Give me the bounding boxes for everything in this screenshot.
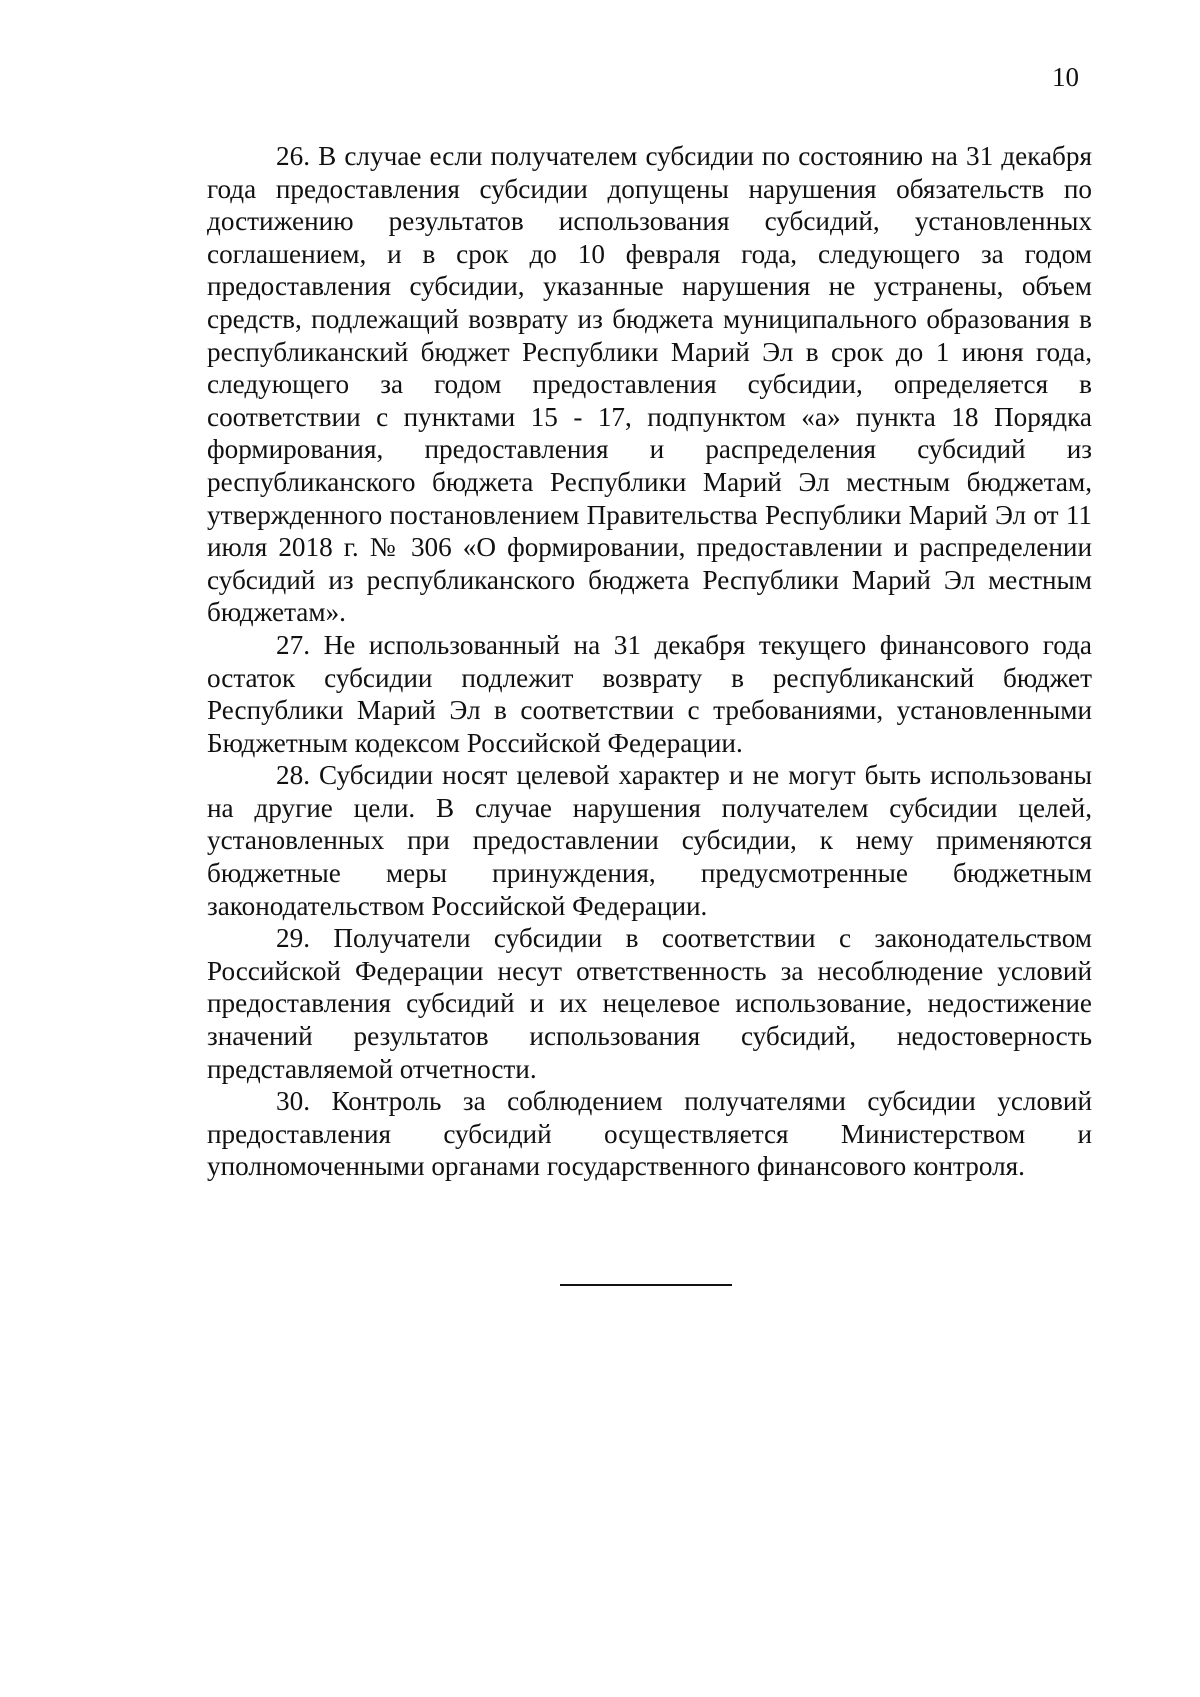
paragraph-30: 30. Контроль за соблюдением получателями субсидии условий предоставления субсидий осуществляется Министерством и уполномоченными органами государственного финансового контроля.	[207, 1086, 1092, 1182]
paragraph-29: 29. Получатели субсидии в соответствии с законодательством Российской Федерации несут ответственность за несоблюдение условий предоставления субсидий и их нецелевое использование, недостижение значений результатов использования субсидий, недостоверность представляемой отчетности.	[207, 923, 1092, 1084]
document-body	[207, 140, 1092, 1183]
page-number: 10	[1052, 62, 1079, 92]
paragraph-27: 27. Не использованный на 31 декабря текущего финансового года остаток субсидии подлежит возврату в республиканский бюджет Республики Марий Эл в соответствии с требованиями, установленными Бюджетным кодексом Российской Федерации.	[207, 629, 1092, 758]
paragraph-26: 26. В случае если получателем субсидии по состоянию на 31 декабря года предоставления субсидии допущены нарушения обязательств по достижению результатов использования субсидий, установленных соглашением, и в срок до 10 февраля года, следующего за годом предоставления субсидии, указанные нарушения не устранены, объем средств, подлежащий возврату из бюджета муниципального образования в республиканский бюджет Республики Марий Эл в срок до 1 июня года, следующего за годом предоставления субсидии, определяется в соответствии с пунктами 15 - 17, подпунктом «а» пункта 18 Порядка формирования, предоставления и распределения субсидий из республиканского бюджета Республики Марий Эл местным бюджетам, утвержденного постановлением Правительства Республики Марий Эл от 11 июля 2018 г. № 306 «О формировании, предоставлении и распределении субсидий из республиканского бюджета Республики Марий Эл местным бюджетам».	[207, 141, 1092, 628]
end-divider-line	[560, 1284, 732, 1286]
paragraph-28: 28. Субсидии носят целевой характер и не могут быть использованы на другие цели. В случае нарушения получателем субсидии целей, установленных при предоставлении субсидии, к нему применяются бюджетные меры принуждения, предусмотренные бюджетным законодательством Российской Федерации.	[207, 760, 1092, 921]
